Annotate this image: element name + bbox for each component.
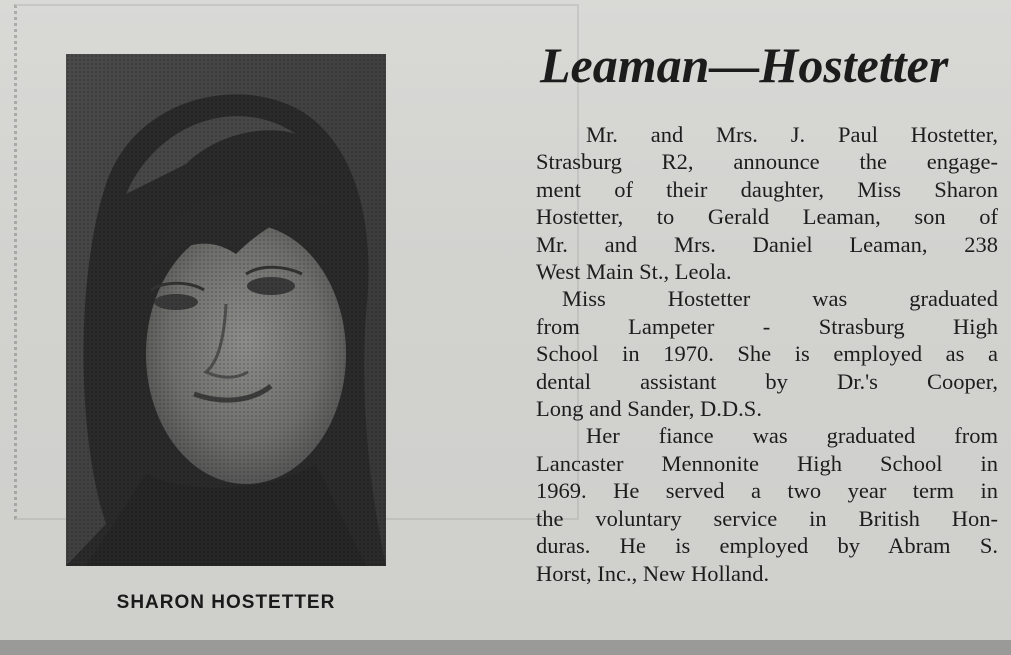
- article-line: 1969. He served a two year term in: [536, 478, 998, 504]
- article-line: from Lampeter - Strasburg High: [536, 313, 998, 339]
- article-line: West Main St., Leola.: [536, 259, 732, 285]
- article-line: duras. He is employed by Abram S.: [536, 533, 998, 559]
- article-line: Mr. and Mrs. J. Paul Hostetter,: [586, 122, 998, 147]
- article-line: Her fiance was graduated from: [586, 423, 998, 449]
- article-line: dental assistant by Dr.'s Cooper,: [536, 368, 998, 394]
- article-line: the voluntary service in British Hon-: [536, 505, 998, 531]
- article-line: School in 1970. She is employed as a: [536, 341, 998, 367]
- article-line: Lancaster Mennonite High School in: [536, 450, 998, 476]
- article-line: Strasburg R2, announce the engage-: [536, 149, 998, 175]
- article-line: Mr. and Mrs. Daniel Leaman, 238: [536, 231, 998, 257]
- photo-caption: SHARON HOSTETTER: [116, 592, 336, 613]
- article-line: Miss Hostetter was graduated: [562, 286, 998, 312]
- portrait-photo: [66, 54, 386, 566]
- portrait-image: [66, 54, 386, 566]
- clipping-bottom-edge: [0, 640, 1011, 655]
- article-body: [536, 121, 998, 587]
- article-line: Horst, Inc., New Holland.: [536, 560, 770, 586]
- article-line: Long and Sander, D.D.S.: [536, 396, 762, 422]
- article-line: Hostetter, to Gerald Leaman, son of: [536, 204, 998, 230]
- headline: Leaman—Hostetter: [540, 37, 949, 93]
- article-line: ment of their daughter, Miss Sharon: [536, 176, 998, 202]
